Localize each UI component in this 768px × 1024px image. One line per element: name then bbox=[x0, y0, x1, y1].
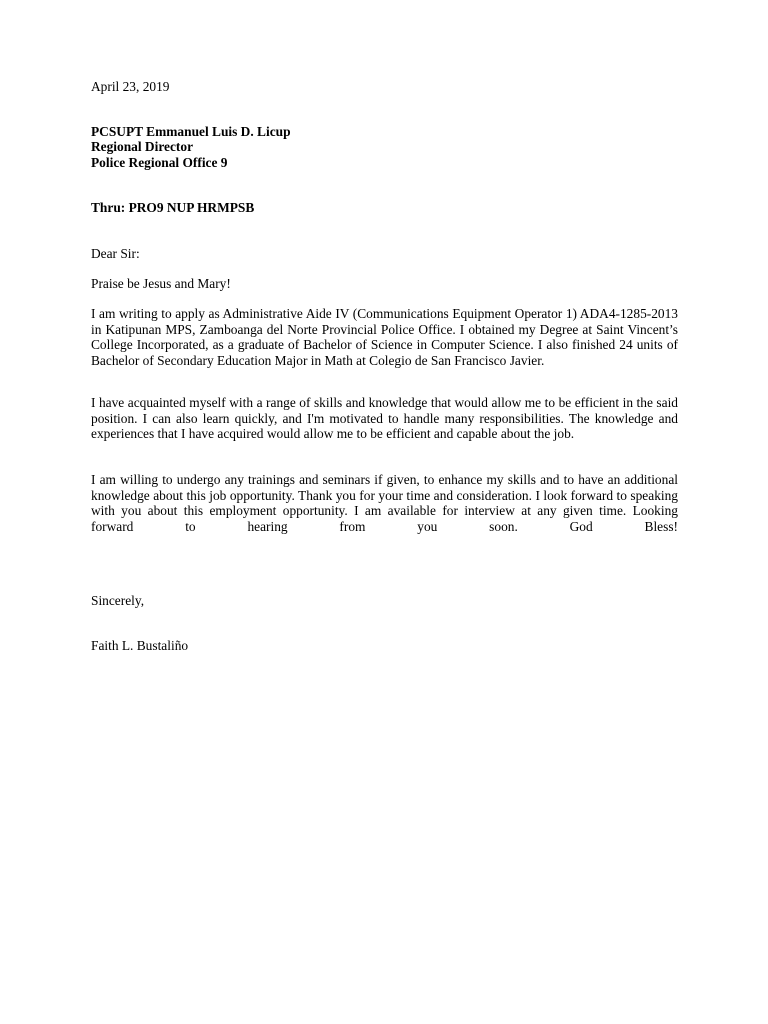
letter-date: April 23, 2019 bbox=[91, 79, 170, 94]
closing: Sincerely, bbox=[91, 593, 145, 608]
recipient-office: Police Regional Office 9 bbox=[91, 155, 228, 170]
thru-line: Thru: PRO9 NUP HRMPSB bbox=[91, 200, 255, 215]
recipient-name: PCSUPT Emmanuel Luis D. Licup bbox=[91, 124, 291, 139]
greeting-line: Praise be Jesus and Mary! bbox=[91, 276, 231, 291]
body-paragraph-1: I am writing to apply as Administrative Aide IV (Communications Equipment Operator 1) ADA4-1285-2013 in Katipunan MPS, Zamboanga del Norte Provincial Police Office. I obtained my Degree at Saint Vincent’s College Incorporated, as a graduate of Bachelor of Science in Computer Science. I also finished 24 units of Bachelor of Secondary Education Major in Math at Colegio de San Francisco Javier. bbox=[91, 306, 678, 368]
recipient-title: Regional Director bbox=[91, 139, 194, 154]
signature-name: Faith L. Bustaliño bbox=[91, 638, 189, 653]
body-paragraph-3: I am willing to undergo any trainings and seminars if given, to enhance my skills and to have an additional knowledge about this job opportunity. Thank you for your time and consideration. I look forward to speaking with you about this employment opportunity. I am available for interview at any given time. Looking forward to hearing from you soon. God Bless! bbox=[91, 472, 678, 534]
salutation: Dear Sir: bbox=[91, 246, 140, 261]
body-paragraph-2: I have acquainted myself with a range of skills and knowledge that would allow me to be efficient in the said position. I can also learn quickly, and I'm motivated to handle many responsibilities. The knowledge and experiences that I have acquired would allow me to be efficient and capable about the job. bbox=[91, 395, 678, 441]
